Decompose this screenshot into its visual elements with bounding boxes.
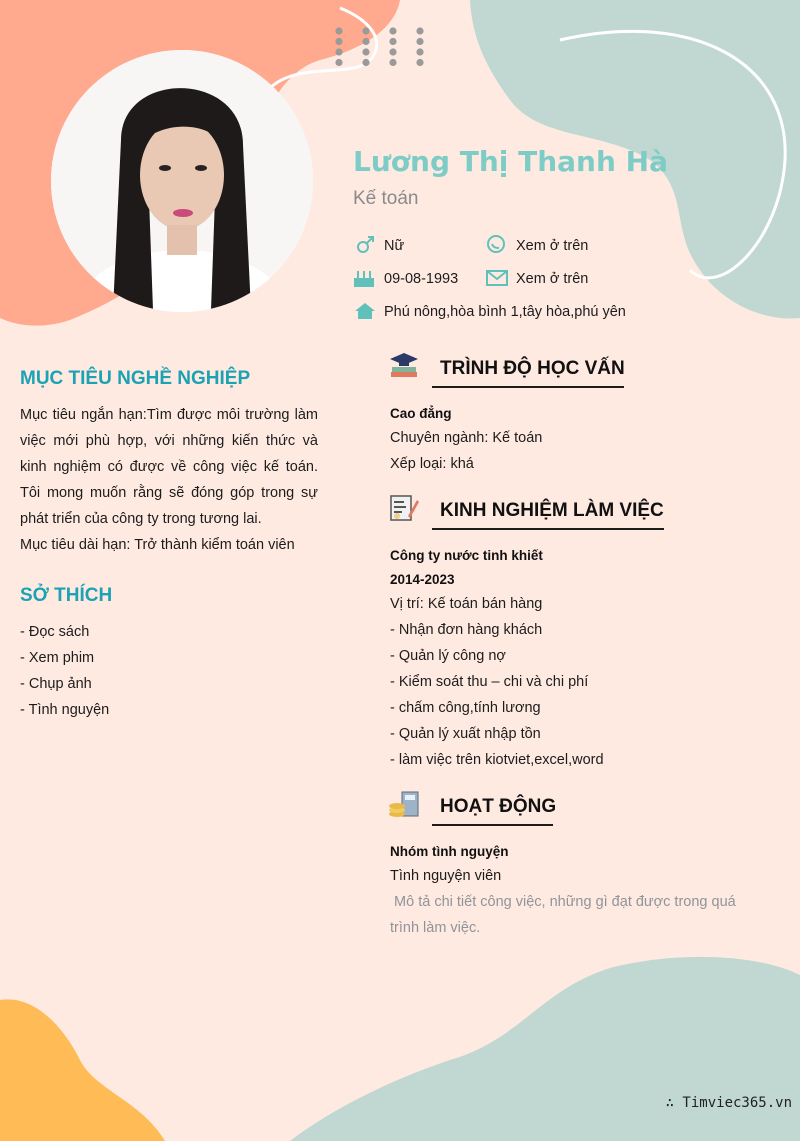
- decor-dot: [416, 27, 423, 34]
- decor-dot: [416, 38, 423, 45]
- duty-item: - Quản lý công nợ: [390, 648, 506, 664]
- education-underline: [432, 386, 624, 388]
- activity-role: Tình nguyện viên: [390, 868, 502, 884]
- activities-underline: [432, 824, 553, 826]
- hobby-item: - Tình nguyện: [20, 702, 110, 718]
- objective-section: [20, 402, 318, 558]
- cake-icon: [353, 268, 375, 288]
- decor-dot: [389, 38, 396, 45]
- objective-text-long-term: Mục tiêu dài hạn: Trở thành kiểm toán viên: [20, 537, 295, 553]
- hobby-item: - Xem phim: [20, 650, 95, 666]
- decor-dot: [362, 48, 369, 55]
- orange-blob: [0, 999, 165, 1141]
- hobbies-title: SỞ THÍCH: [20, 585, 113, 606]
- full-name: Lương Thị Thanh Hà: [353, 145, 668, 178]
- duty-item: - làm việc trên kiotviet,excel,word: [390, 752, 604, 768]
- experience-title: KINH NGHIỆM LÀM VIỆC: [440, 500, 664, 521]
- decor-dot: [389, 48, 396, 55]
- footer-brand: ∴ Timviec365.vn: [665, 1095, 792, 1111]
- decor-dot: [362, 59, 369, 66]
- address-text: Phú nông,hòa bình 1,tây hòa,phú yên: [384, 304, 626, 320]
- decor-dot: [389, 59, 396, 66]
- decor-dot: [416, 48, 423, 55]
- email-text: Xem ở trên: [516, 271, 589, 287]
- education-title: TRÌNH ĐỘ HỌC VẤN: [440, 358, 625, 379]
- teal-blob-bottom: [290, 957, 800, 1141]
- company-name: Công ty nước tinh khiết: [390, 548, 543, 563]
- phone-text: Xem ở trên: [516, 238, 589, 254]
- school-name: Cao đẳng: [390, 406, 452, 421]
- decor-dot: [362, 38, 369, 45]
- education-major: Chuyên ngành: Kế toán: [390, 430, 543, 446]
- activity-org: Nhóm tình nguyện: [390, 844, 509, 859]
- gender-icon: [355, 235, 377, 255]
- graduation-icon: [388, 350, 420, 382]
- decor-dot: [389, 27, 396, 34]
- objective-title: MỤC TIÊU NGHỀ NGHIỆP: [20, 368, 251, 389]
- education-grade: Xếp loại: khá: [390, 456, 474, 472]
- decor-dot: [362, 27, 369, 34]
- hobby-item: - Chụp ảnh: [20, 676, 92, 692]
- work-position: Vị trí: Kế toán bán hàng: [390, 596, 543, 612]
- duty-item: - Nhận đơn hàng khách: [390, 622, 543, 638]
- decor-dot: [335, 38, 342, 45]
- duty-item: - chấm công,tính lương: [390, 700, 541, 716]
- activity-description: Mô tả chi tiết công việc, những gì đạt được trong quá trình làm việc.: [390, 894, 740, 936]
- activities-title: HOẠT ĐỘNG: [440, 796, 557, 817]
- birthday-text: 09-08-1993: [384, 271, 459, 287]
- hobby-item: - Đọc sách: [20, 624, 90, 640]
- portrait-image: [51, 50, 313, 312]
- objective-text: Mục tiêu ngắn hạn:Tìm được môi trường làm việc mới phù hợp, với những kiến thức và kinh nghiệm có được về công việc kế toán. Tôi mong muốn rằng sẽ đóng góp trong sự phát triển của công ty trong tương lai.: [20, 407, 318, 527]
- decor-dot: [335, 59, 342, 66]
- profile-photo: [51, 50, 313, 312]
- work-icon: [388, 492, 420, 524]
- decor-dot: [416, 59, 423, 66]
- gender-text: Nữ: [384, 238, 405, 254]
- duty-item: - Quản lý xuất nhập tồn: [390, 726, 541, 742]
- decor-dot: [335, 27, 342, 34]
- whatsapp-icon: [486, 234, 508, 254]
- experience-underline: [432, 528, 664, 530]
- email-icon: [486, 268, 508, 288]
- duty-item: - Kiểm soát thu – chi và chi phí: [390, 674, 589, 690]
- decor-dot: [335, 48, 342, 55]
- duties-list: [390, 617, 604, 773]
- job-title: Kế toán: [353, 188, 419, 209]
- work-period: 2014-2023: [390, 572, 455, 587]
- money-icon: [388, 788, 420, 820]
- home-icon: [354, 301, 376, 321]
- hobbies-list: [20, 619, 109, 723]
